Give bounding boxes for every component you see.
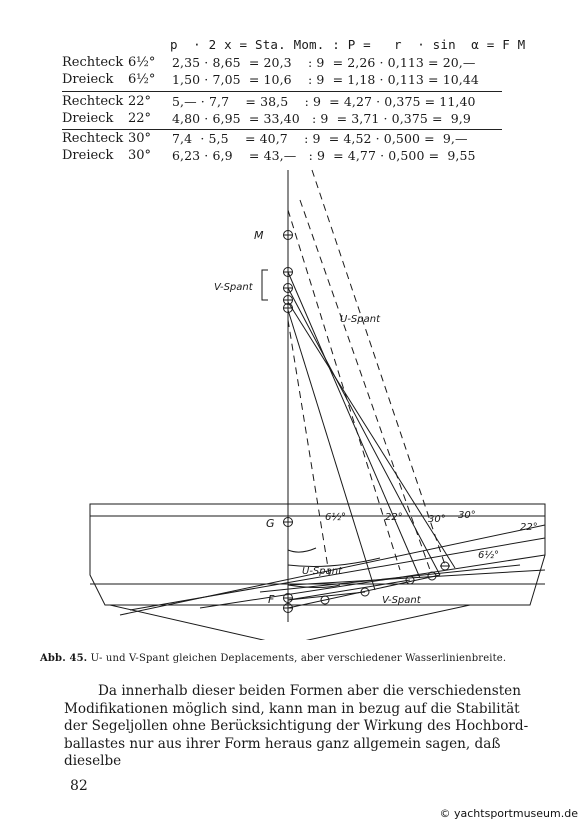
label-angle-22r: 22° xyxy=(520,522,538,533)
label-angle-65r: 6½° xyxy=(478,550,500,561)
row-shape: Rechteck xyxy=(62,94,124,109)
row-angle: 6½° xyxy=(128,72,156,87)
label-v-spant: V-Spant xyxy=(214,282,253,293)
figure-caption xyxy=(40,653,560,664)
row-calc: 4,80 · 6,95 = 33,40 : 9 = 3,71 · 0,375 = 9,9 xyxy=(172,111,471,126)
label-angle-30a: 30° xyxy=(428,514,446,525)
label-M: M xyxy=(254,229,264,242)
table-row xyxy=(62,93,522,110)
inclined-waterline xyxy=(260,565,520,592)
angle-arc xyxy=(288,548,316,552)
righting-line xyxy=(288,302,455,568)
label-u-spant-top: U-Spant xyxy=(340,314,381,325)
label-angle-65: 6½° xyxy=(325,512,347,523)
row-shape: Rechteck xyxy=(62,55,124,70)
paragraph-line: dieselbe xyxy=(64,753,122,769)
v-spant-bracket xyxy=(262,270,268,300)
caption-number: Abb. 45. xyxy=(40,653,88,664)
row-angle: 30° xyxy=(128,148,152,163)
watermark: © yachtsportmuseum.de xyxy=(439,807,578,820)
inclined-waterline xyxy=(200,555,545,608)
point-d xyxy=(440,562,450,570)
table-row xyxy=(62,130,522,147)
row-calc: 1,50 · 7,05 = 10,6 : 9 = 1,18 · 0,113 = 10,44 xyxy=(172,72,479,87)
label-v-spant-low: V-Spant xyxy=(382,595,421,606)
row-angle: 30° xyxy=(128,131,152,146)
row-shape: Dreieck xyxy=(62,72,114,87)
dashed-axis xyxy=(312,170,445,565)
row-shape: Dreieck xyxy=(62,111,114,126)
label-F: F xyxy=(268,593,275,606)
row-angle: 6½° xyxy=(128,55,156,70)
paragraph-line: Da innerhalb dieser beiden Formen aber die verschiedensten xyxy=(98,683,521,699)
row-shape: Rechteck xyxy=(62,131,124,146)
righting-line xyxy=(288,288,440,575)
paragraph-line: der Segeljollen ohne Berücksichtigung der Wirkung des Hochbord- xyxy=(64,718,529,734)
row-angle: 22° xyxy=(128,94,152,109)
hull-stability-diagram xyxy=(0,160,588,640)
row-calc: 6,23 · 6,9 = 43,— : 9 = 4,77 · 0,500 = 9,55 xyxy=(172,148,476,163)
paragraph-line: ballastes nur aus ihrer Form heraus ganz allgemein sagen, daß xyxy=(64,735,501,752)
label-angle-22: 22° xyxy=(385,512,403,523)
row-calc: 7,4 · 5,5 = 40,7 : 9 = 4,52 · 0,500 = 9,— xyxy=(172,131,468,146)
v-spant-bottom xyxy=(110,605,470,640)
caption-text: U- und V-Spant gleichen Deplacements, aber verschiedener Wasserlinienbreite. xyxy=(90,653,507,664)
row-separator xyxy=(62,91,502,92)
body-paragraph xyxy=(64,683,534,771)
page-number: 82 xyxy=(70,778,88,794)
righting-line xyxy=(288,310,375,590)
paragraph-line: Modifikationen möglich sind, kann man in bezug auf die Stabilität xyxy=(64,700,520,717)
table-row xyxy=(62,54,522,71)
row-shape: Dreieck xyxy=(62,148,114,163)
label-u-spant-low: U-Spant xyxy=(302,566,343,577)
row-calc: 2,35 · 8,65 = 20,3 : 9 = 2,26 · 0,113 = 20,— xyxy=(172,55,476,70)
table-row xyxy=(62,71,522,88)
table-header: p · 2 x = Sta. Mom. : P = r · sin α = F M xyxy=(170,37,526,52)
label-angle-30b: 30° xyxy=(458,510,476,521)
row-calc: 5,— · 7,7 = 38,5 : 9 = 4,27 · 0,375 = 11,40 xyxy=(172,94,476,109)
row-angle: 22° xyxy=(128,111,152,126)
label-G: G xyxy=(266,517,275,530)
table-row xyxy=(62,110,522,127)
